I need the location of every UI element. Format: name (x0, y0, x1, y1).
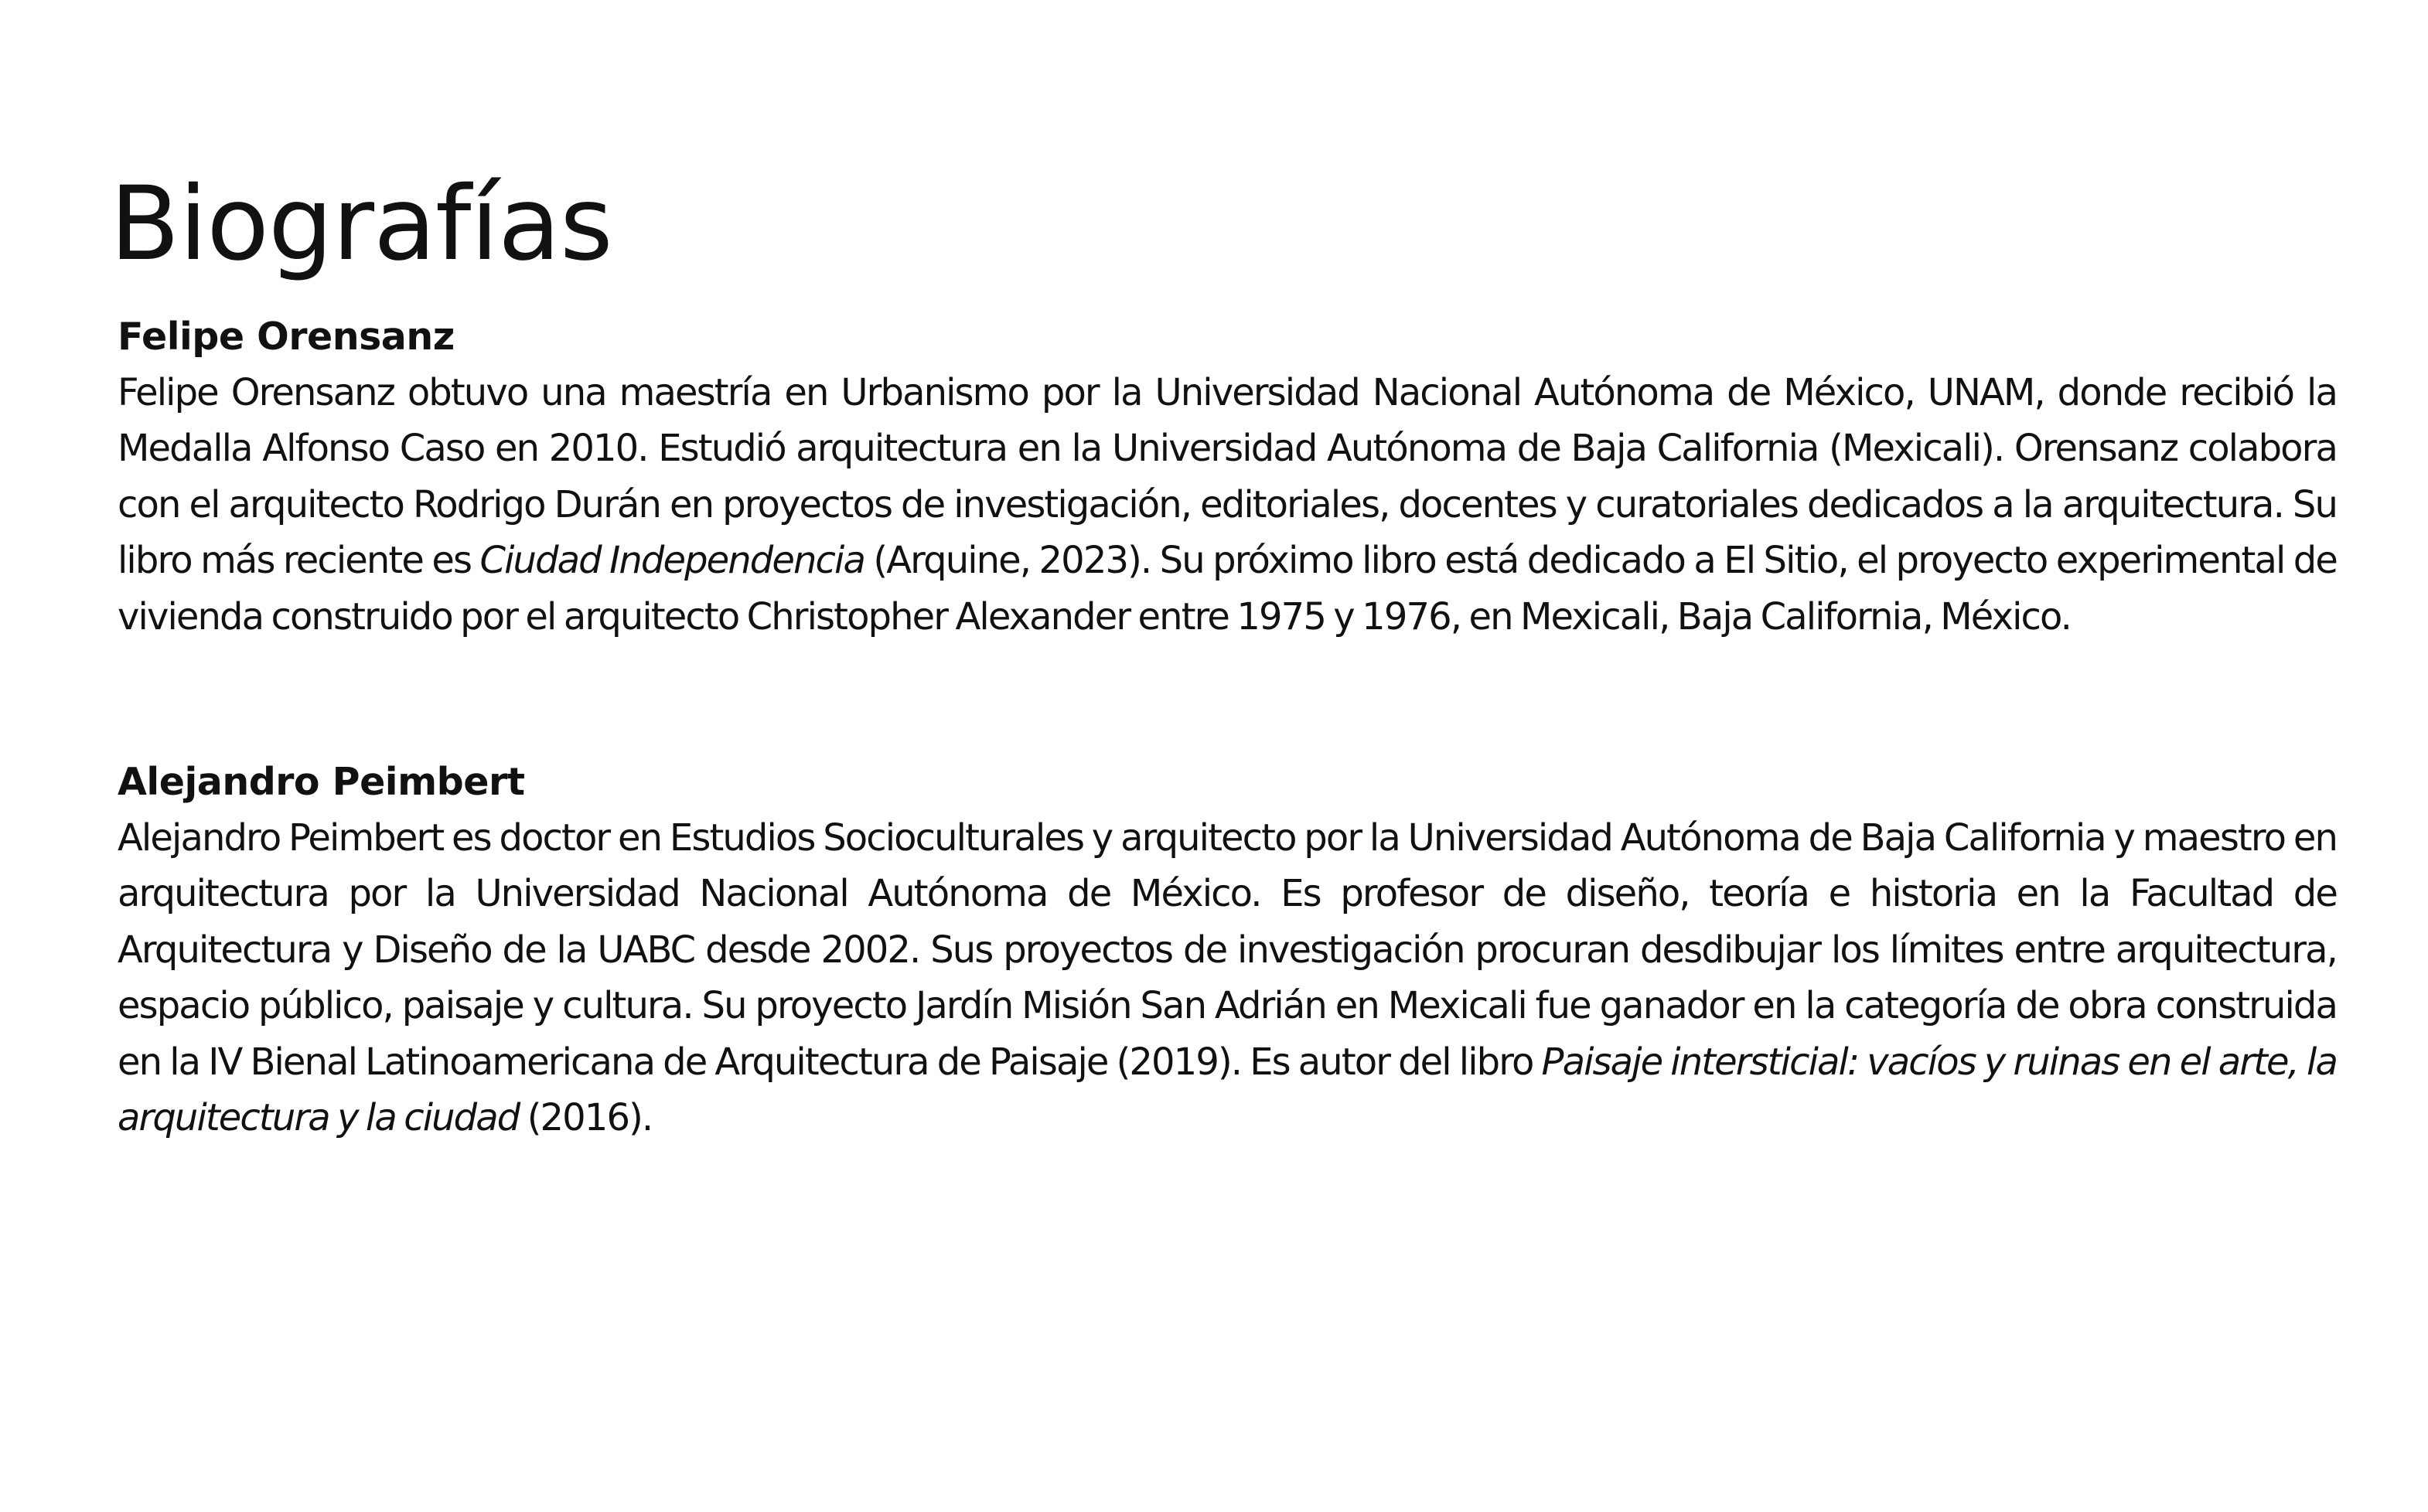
bio-text-start: Felipe Orensanz obtuvo una maestría en Urbanismo por la Universidad Nacional Autónoma de México, UNAM, donde recibió la Medalla Alfonso Caso en 2010. Estudió arquitectura en la Universidad Autónoma de Baja California (Mexicali). Orensanz colabora con el arquitecto Rodrigo Durán en proyectos de investigación, editoriales, docentes y curatoriales dedicados a la arquitectura. Su libro más reciente es (118, 371, 2337, 583)
book-title: Paisaje intersticial: vacíos y ruinas en el arte, la arquitectura y la ciudad (118, 1040, 2337, 1140)
bio-text-end: (2016). (519, 1096, 653, 1140)
page-title: Biografías (110, 165, 612, 284)
bio-alejandro-peimbert (118, 754, 2337, 1146)
bio-name: Alejandro Peimbert (118, 760, 525, 804)
book-title: Ciudad Independencia (479, 539, 864, 583)
bio-text-end: (Arquine, 2023). Su próximo libro está dedicado a El Sitio, el proyecto experimental de vivienda construido por el arquitecto Christopher Alexander entre 1975 y 1976, en Mexicali, Baja California, México. (118, 539, 2338, 639)
bio-felipe-orensanz (118, 309, 2337, 645)
bio-name: Felipe Orensanz (118, 315, 455, 359)
bio-paragraph (118, 365, 2337, 645)
bio-text-start: Alejandro Peimbert es doctor en Estudios Socioculturales y arquitecto por la Universidad Autónoma de Baja California y maestro en arquitectura por la Universidad Nacional Autónoma de México. Es profesor de diseño, teoría e historia en la Facultad de Arquitectura y Diseño de la UABC desde 2002. Sus proyectos de investigación procuran desdibujar los límites entre arquitectura, espacio público, paisaje y cultura. Su proyecto Jardín Misión San Adrián en Mexicali fue ganador en la categoría de obra construida en la IV Bienal Latinoamericana de Arquitectura de Paisaje (2019). Es autor del libro (118, 816, 2337, 1084)
bio-paragraph (118, 810, 2337, 1146)
